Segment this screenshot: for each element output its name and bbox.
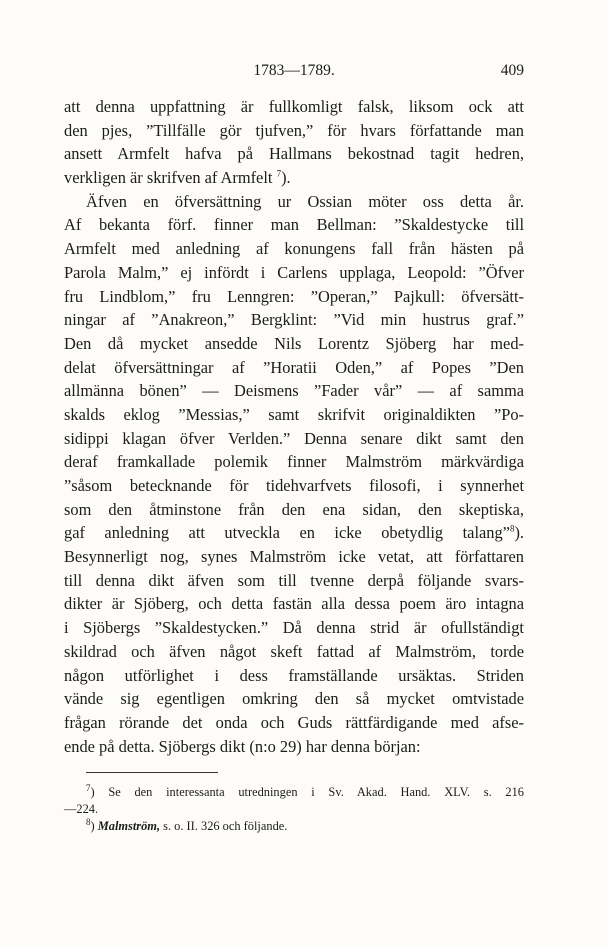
text-line: ningar af ”Anakreon,” Bergklint: ”Vid min hustrus graf.” (64, 310, 524, 330)
text-line: dikter är Sjöberg, och detta fastän alla dessa poem äro intagna (64, 594, 524, 614)
footnote-mark: 8 (86, 816, 91, 827)
footnote-7 (64, 784, 524, 801)
text-line: skildrad och äfven något skeft fattad af Malmström, torde (64, 641, 524, 661)
footnotes (64, 784, 524, 835)
text-line: vände sig egentligen omkring den så mycket omtvistade (64, 689, 524, 709)
footnote-ref-tail: ). (281, 168, 291, 188)
text-line: ende på detta. Sjöbergs dikt (n:o 29) har denna början: (64, 736, 421, 756)
text-line: Af bekanta förf. finner man Bellman: ”Skaldestycke till (64, 215, 524, 235)
text-line: som den åtminstone från den ena sidan, den skeptiska, (64, 499, 524, 519)
text-line: ansett Armfelt hafva på Hallmans bekostnad tagit hedren, (64, 144, 524, 164)
text-fragment: gaf anledning att utveckla en icke obetydlig talang” (64, 523, 510, 543)
text-line: delat öfversättningar af ”Horatii Oden,” af Popes ”Den (64, 357, 524, 377)
text-line: Besynnerligt nog, synes Malmström icke vetat, att författaren (64, 547, 524, 567)
text-line: Äfven en öfversättning ur Ossian möter oss detta år. (86, 191, 524, 211)
page-number: 409 (500, 62, 524, 79)
text-line: sidippi klagan öfver Verlden.” Denna senare dikt samt den (64, 428, 524, 448)
footnote-8: $^8$) Malmström, s. o. II. 326 och följande. (86, 816, 288, 833)
footnote-mark: 7 (86, 782, 91, 793)
text-line: skalds eklog ”Messias,” samt skrifvit originaldikten ”Po- (64, 404, 524, 424)
footnote-text: ) Se den interessanta utredningen i Sv. Akad. Hand. XLV. s. 216 (90, 785, 524, 799)
text-line: Den då mycket ansedde Nils Lorentz Sjöberg har med- (64, 333, 524, 353)
text-line: i Sjöbergs ”Skaldestycken.” Då denna strid är ofullständigt (64, 618, 524, 638)
page-header (64, 62, 524, 84)
text-line: allmänna bönen” — Deismens ”Fader vår” — af samma (64, 381, 524, 401)
text-line: Parola Malm,” ej infördt i Carlens upplaga, Leopold: ”Öfver (64, 262, 524, 282)
text-line: den pjes, ”Tillfälle gör tjufven,” för hvars författande man (64, 120, 524, 140)
footnote-author: Malmström, (97, 819, 161, 833)
text-line: någon utförlighet i dess framställande ursäktas. Striden (64, 665, 524, 685)
text-line: till denna dikt äfven som till tvenne derpå följande svars- (64, 570, 524, 590)
running-title: 1783—1789. (253, 62, 335, 79)
footnote-7-continued: —224. (64, 802, 99, 816)
body-text (64, 95, 524, 758)
footnote-text: s. o. II. 326 och följande. (160, 819, 288, 833)
text-line: Armfelt med anledning af konungens fall från hästen på (64, 239, 524, 259)
footnote-ref: 8 (509, 523, 515, 534)
footnote-rule (86, 772, 218, 773)
text-line: att denna uppfattning är fullkomligt falsk, liksom ock att (64, 97, 524, 116)
text-fragment: verkligen är skrifven af Armfelt (64, 168, 273, 188)
text-line (64, 166, 524, 190)
text-line: frågan rörande det onda och Guds rättfärdigande med afse- (64, 712, 524, 732)
text-line: fru Lindblom,” fru Lenngren: ”Operan,” Pajkull: öfversätt- (64, 286, 524, 306)
footnote-ref: 7 (276, 168, 282, 179)
text-line: ”såsom betecknande för tidehvarfvets filosofi, i synnerhet (64, 476, 524, 495)
text-line: deraf framkallade polemik finner Malmström märkvärdiga (64, 452, 524, 472)
footnote-ref-tail: ). (514, 523, 524, 543)
text-line (64, 521, 524, 545)
